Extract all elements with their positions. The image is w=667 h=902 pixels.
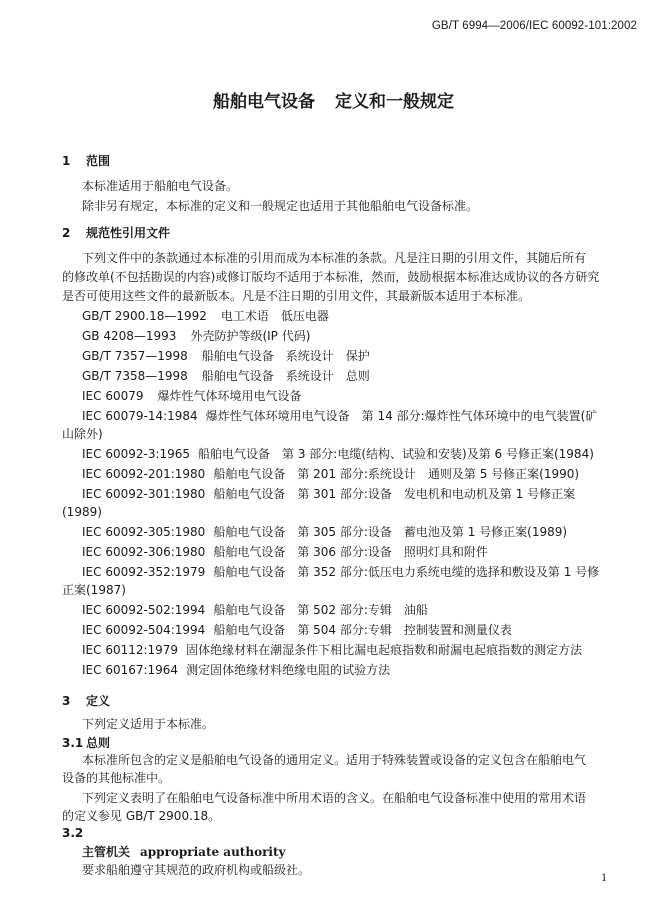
paragraph-line: 的修改单(不包括勘误的内容)或修订版均不适用于本标准，然而，鼓励根据本标准达成协议的各方研究 xyxy=(62,270,600,284)
reference-item xyxy=(82,328,642,344)
subsection-3-2-number: 3.2 xyxy=(62,826,84,840)
section-number: 2 xyxy=(62,226,71,240)
term-english: appropriate authority xyxy=(140,845,286,859)
page-title xyxy=(0,87,667,112)
reference-item xyxy=(82,622,642,638)
paragraph-line: 下列定义表明了在船舶电气设备标准中所用术语的含义。在船舶电气设备标准中使用的常用术语 xyxy=(82,791,587,805)
reference-item xyxy=(82,446,642,462)
section-title: 规范性引用文件 xyxy=(86,226,171,240)
reference-title: 外壳防护等级(IP 代码) xyxy=(190,329,311,343)
standard-number-header: GB/T 6994—2006/IEC 60092-101:2002 xyxy=(431,20,637,32)
reference-code: IEC 60092-301:1980 xyxy=(82,487,206,501)
paragraph: 下列定义适用于本标准。 xyxy=(82,717,215,731)
reference-title: 船舶电气设备 第 3 部分:电缆(结构、试验和安装)及第 6 号修正案(1984) xyxy=(198,447,594,461)
section-number: 1 xyxy=(62,154,71,168)
reference-item xyxy=(82,544,642,560)
reference-title: 船舶电气设备 第 504 部分:专辑 控制装置和测量仪表 xyxy=(213,623,512,637)
reference-title: 船舶电气设备 第 352 部分:低压电力系统电缆的选择和敷设及第 1 号修 xyxy=(213,565,600,579)
paragraph: 本标准适用于船舶电气设备。 xyxy=(82,179,239,193)
reference-title: 船舶电气设备 第 502 部分:专辑 油船 xyxy=(213,603,428,617)
term-definition: 要求船舶遵守其规范的政府机构或船级社。 xyxy=(82,863,311,877)
reference-title: 测定固体绝缘材料绝缘电阻的试验方法 xyxy=(186,663,391,677)
reference-code: IEC 60092-504:1994 xyxy=(82,623,206,637)
reference-item xyxy=(82,368,642,384)
section-2-heading xyxy=(62,224,170,241)
reference-code: IEC 60092-306:1980 xyxy=(82,545,206,559)
reference-item xyxy=(82,308,642,324)
reference-title: 船舶电气设备 系统设计 保护 xyxy=(201,349,370,363)
section-1-heading xyxy=(62,152,110,169)
reference-code: IEC 60092-201:1980 xyxy=(82,467,206,481)
reference-code: IEC 60092-305:1980 xyxy=(82,525,206,539)
reference-code: IEC 60092-502:1994 xyxy=(82,603,206,617)
section-3-heading xyxy=(62,692,110,709)
paragraph-line: 是否可使用这些文件的最新版本。凡是不注日期的引用文件，其最新版本适用于本标准。 xyxy=(62,289,531,303)
subsection-number: 3.1 xyxy=(62,736,84,750)
paragraph-line: 的定义参见 GB/T 2900.18。 xyxy=(62,809,221,823)
reference-title: 爆炸性气体环境用电气设备 第 14 部分:爆炸性气体环境中的电气装置(矿 xyxy=(205,409,598,423)
reference-item xyxy=(82,486,642,502)
reference-item xyxy=(82,662,642,678)
reference-code: IEC 60079 xyxy=(82,389,144,403)
reference-continuation: (1989) xyxy=(62,505,102,519)
reference-item xyxy=(82,466,642,482)
reference-code: GB 4208—1993 xyxy=(82,329,177,343)
reference-code: IEC 60092-3:1965 xyxy=(82,447,191,461)
reference-code: GB/T 7358—1998 xyxy=(82,369,188,383)
reference-item xyxy=(82,524,642,540)
reference-continuation: 山除外) xyxy=(62,427,103,441)
reference-code: GB/T 2900.18—1992 xyxy=(82,309,207,323)
paragraph-line: 本标准所包含的定义是船舶电气设备的通用定义。适用于特殊装置或设备的定义包含在船舶电气 xyxy=(82,753,587,767)
title-part1: 船舶电气设备 xyxy=(213,92,315,112)
reference-code: GB/T 7357—1998 xyxy=(82,349,188,363)
reference-title: 电工术语 低压电器 xyxy=(220,309,329,323)
paragraph: 除非另有规定，本标准的定义和一般规定也适用于其他船舶电气设备标准。 xyxy=(82,199,479,213)
reference-code: IEC 60079-14:1984 xyxy=(82,409,198,423)
section-title: 定义 xyxy=(86,694,111,708)
reference-title: 船舶电气设备 第 301 部分:设备 发电机和电动机及第 1 号修正案 xyxy=(213,487,576,501)
reference-title: 船舶电气设备 第 201 部分:系统设计 通则及第 5 号修正案(1990) xyxy=(213,467,580,481)
reference-item xyxy=(82,408,642,424)
reference-item xyxy=(82,564,642,580)
reference-title: 爆炸性气体环境用电气设备 xyxy=(157,389,302,403)
title-part2: 定义和一般规定 xyxy=(335,92,454,112)
reference-title: 船舶电气设备 第 305 部分:设备 蓄电池及第 1 号修正案(1989) xyxy=(213,525,568,539)
subsection-title: 总则 xyxy=(86,736,111,750)
reference-code: IEC 60167:1964 xyxy=(82,663,179,677)
reference-code: IEC 60092-352:1979 xyxy=(82,565,206,579)
section-number: 3 xyxy=(62,694,71,708)
reference-item xyxy=(82,642,642,658)
paragraph-line: 设备的其他标准中。 xyxy=(62,771,171,785)
reference-item xyxy=(82,602,642,618)
reference-continuation: 正案(1987) xyxy=(62,583,126,597)
reference-title: 船舶电气设备 第 306 部分:设备 照明灯具和附件 xyxy=(213,545,488,559)
term-entry xyxy=(82,844,642,860)
section-title: 范围 xyxy=(86,154,111,168)
term-chinese: 主管机关 xyxy=(82,845,131,859)
reference-item xyxy=(82,388,642,404)
reference-title: 船舶电气设备 系统设计 总则 xyxy=(201,369,370,383)
reference-item xyxy=(82,348,642,364)
page-number: 1 xyxy=(601,870,607,884)
paragraph-line: 下列文件中的条款通过本标准的引用而成为本标准的条款。凡是注日期的引用文件，其随后所有 xyxy=(82,251,587,265)
reference-title: 固体绝缘材料在潮湿条件下相比漏电起痕指数和耐漏电起痕指数的测定方法 xyxy=(186,643,583,657)
subsection-3-1-heading xyxy=(62,734,110,751)
reference-code: IEC 60112:1979 xyxy=(82,643,179,657)
